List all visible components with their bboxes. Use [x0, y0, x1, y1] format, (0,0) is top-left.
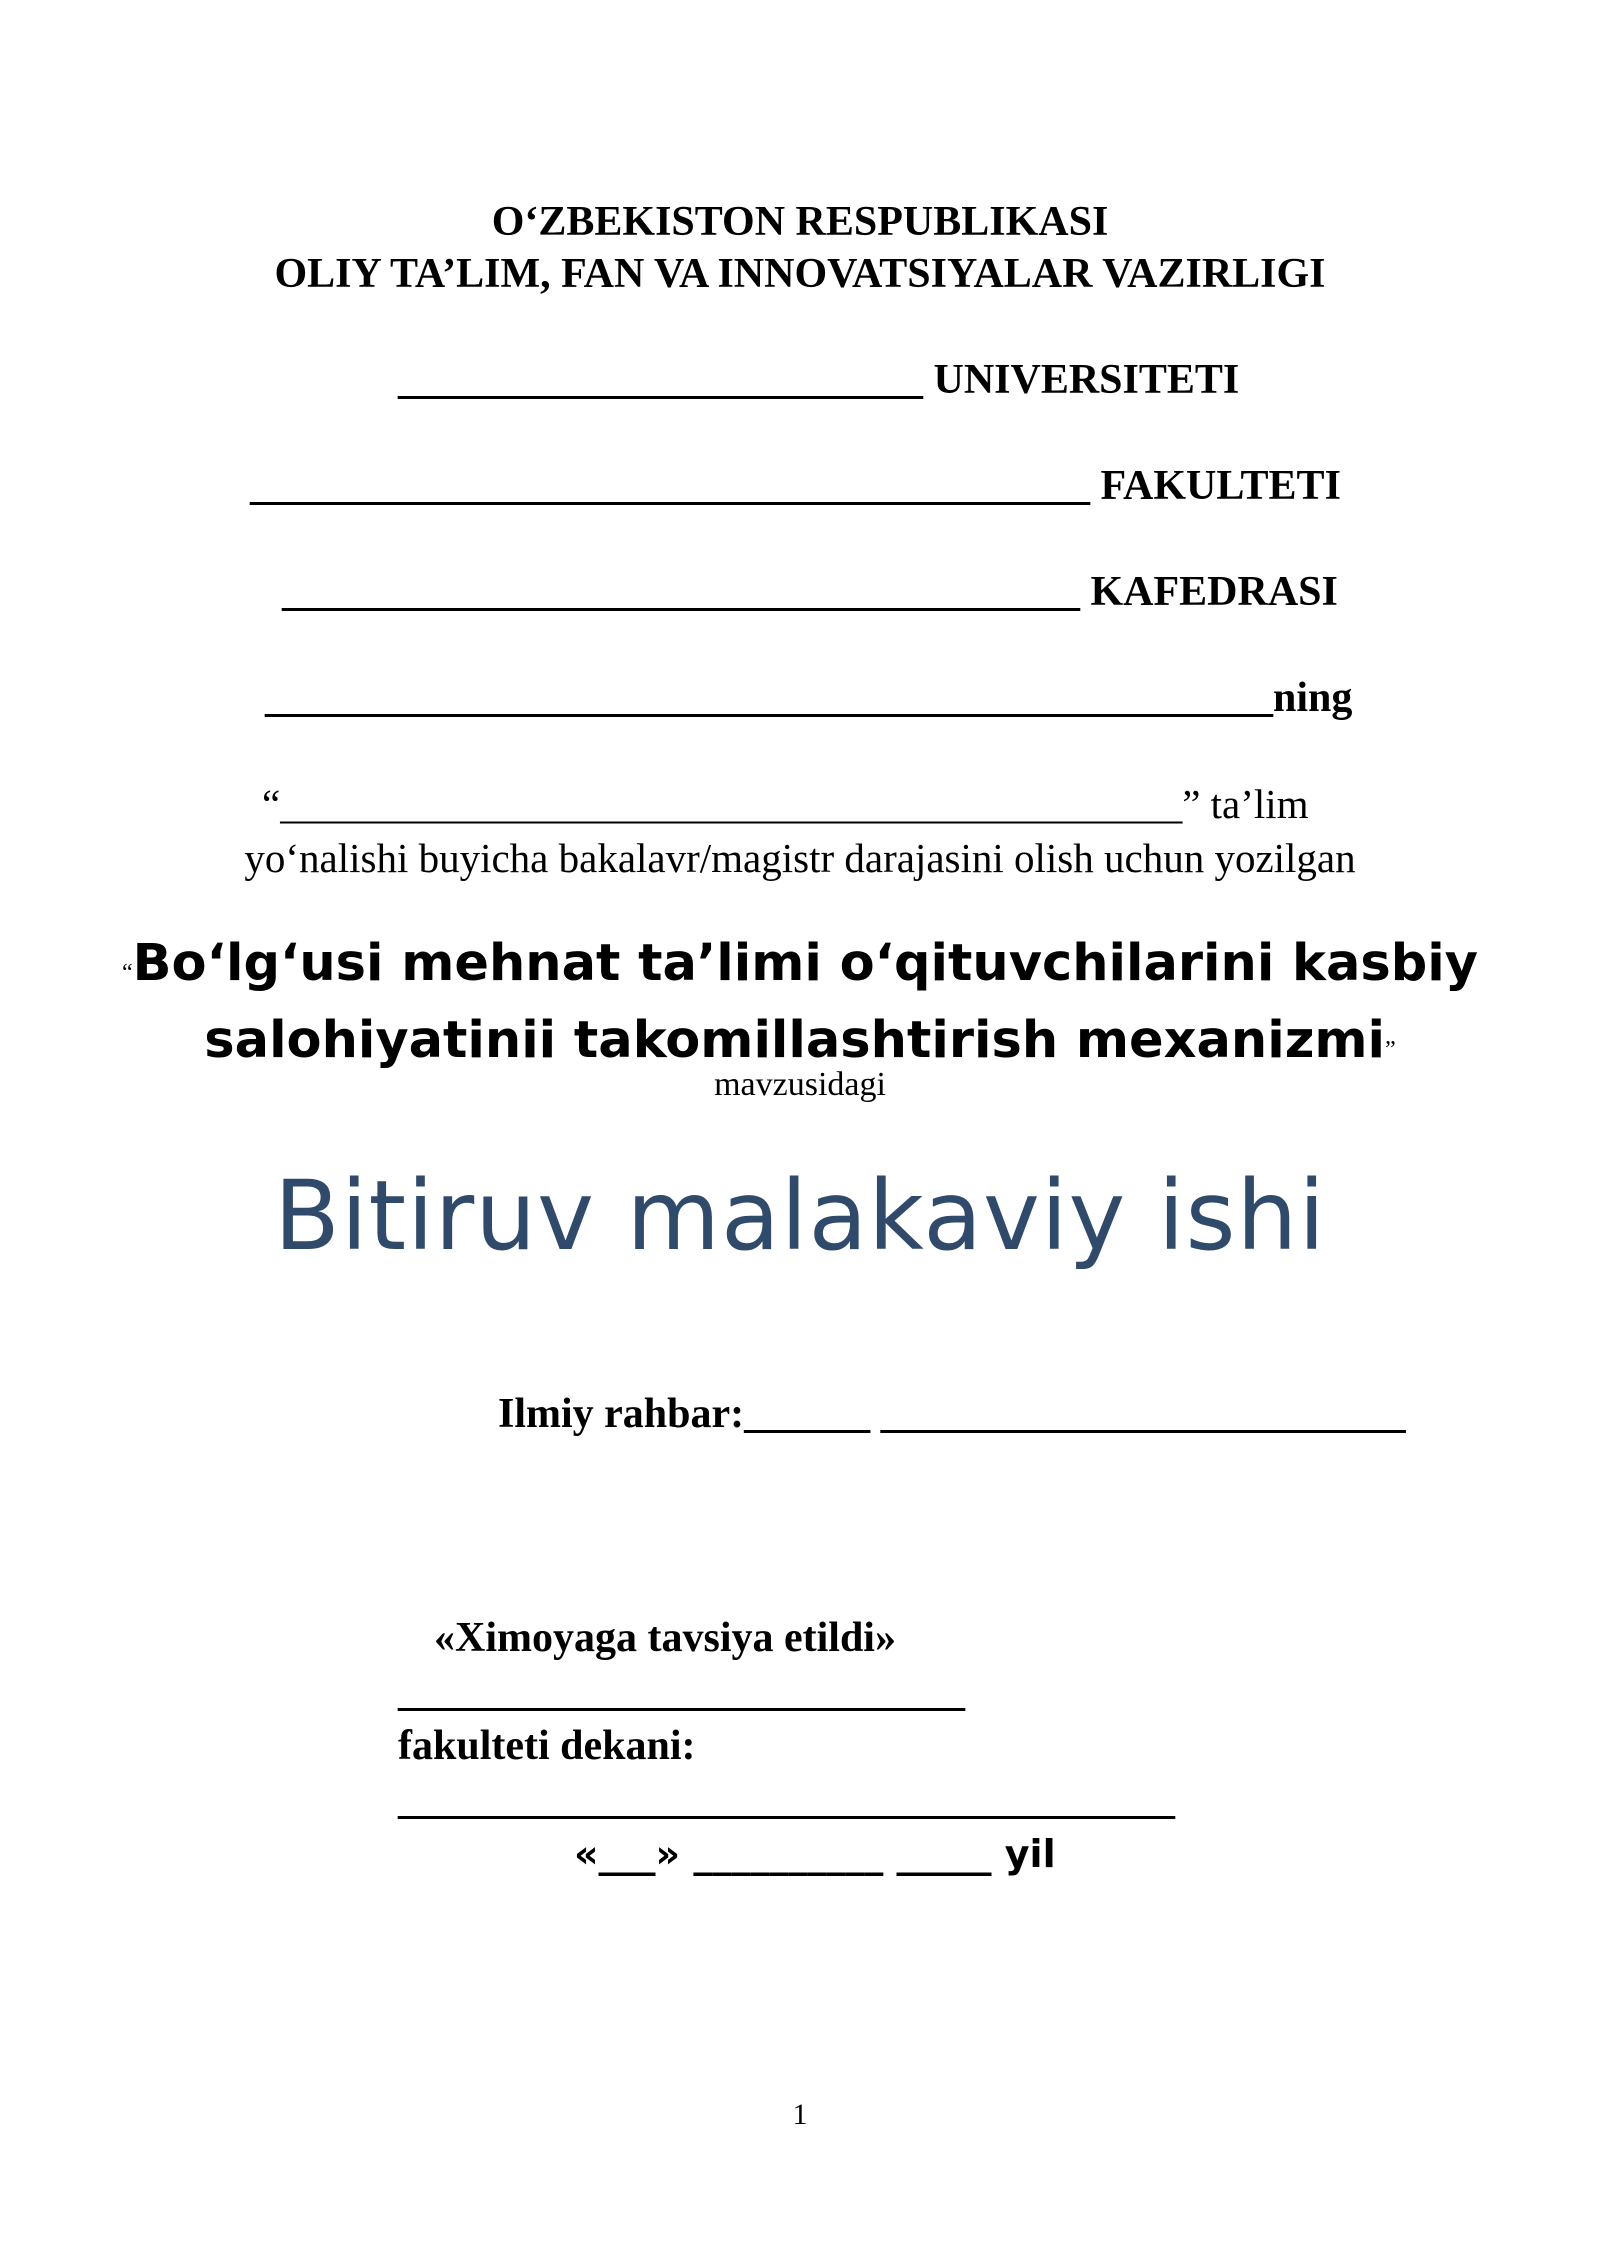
header-country: O‘ZBEKISTON RESPUBLIKASI	[491, 199, 1109, 245]
subject-close-quote: ”	[1385, 1037, 1396, 1063]
ministry-header	[0, 196, 1600, 300]
department-field: ______________________________________ KAFEDRASI	[282, 569, 1338, 615]
subject-text-1: Bo‘lg‘usi mehnat ta’limi o‘qituvchilarini kasbiy	[132, 934, 1478, 993]
date-line: «___» __________ _____ yil	[574, 1832, 1056, 1876]
dean-label: fakulteti dekani:	[398, 1723, 696, 1769]
direction-field: “____________________________________________” ta’lim	[262, 781, 1309, 827]
subject-line-1	[0, 930, 1600, 1007]
direction-description: yo‘nalishi buyicha bakalavr/magistr darajasini olish uchun yozilgan	[244, 835, 1356, 881]
subject-open-quote: “	[122, 960, 133, 986]
subject-text-2: salohiyatinii takomillashtirish mexanizmi	[204, 1011, 1386, 1070]
defense-recommendation: «Ximoyaga tavsiya etildi»	[434, 1615, 896, 1661]
supervisor-field: Ilmiy rahbar:______ _________________________	[498, 1391, 1406, 1437]
document-type-title: Bitiruv malakaviy ishi	[273, 1160, 1327, 1272]
thesis-subject	[0, 930, 1600, 1084]
page-number: 1	[792, 2098, 808, 2131]
faculty-field: ________________________________________ FAKULTETI	[250, 463, 1341, 509]
recommendation-line: ___________________________	[398, 1669, 965, 1715]
university-field: _________________________ UNIVERSITETI	[398, 357, 1240, 403]
subject-caption: mavzusidagi	[714, 1066, 886, 1103]
student-field: ________________________________________________ning	[265, 675, 1353, 721]
header-ministry: OLIY TA’LIM, FAN VA INNOVATSIYALAR VAZIRLIGI	[274, 251, 1326, 297]
dean-signature-line: _____________________________________	[398, 1777, 1175, 1823]
